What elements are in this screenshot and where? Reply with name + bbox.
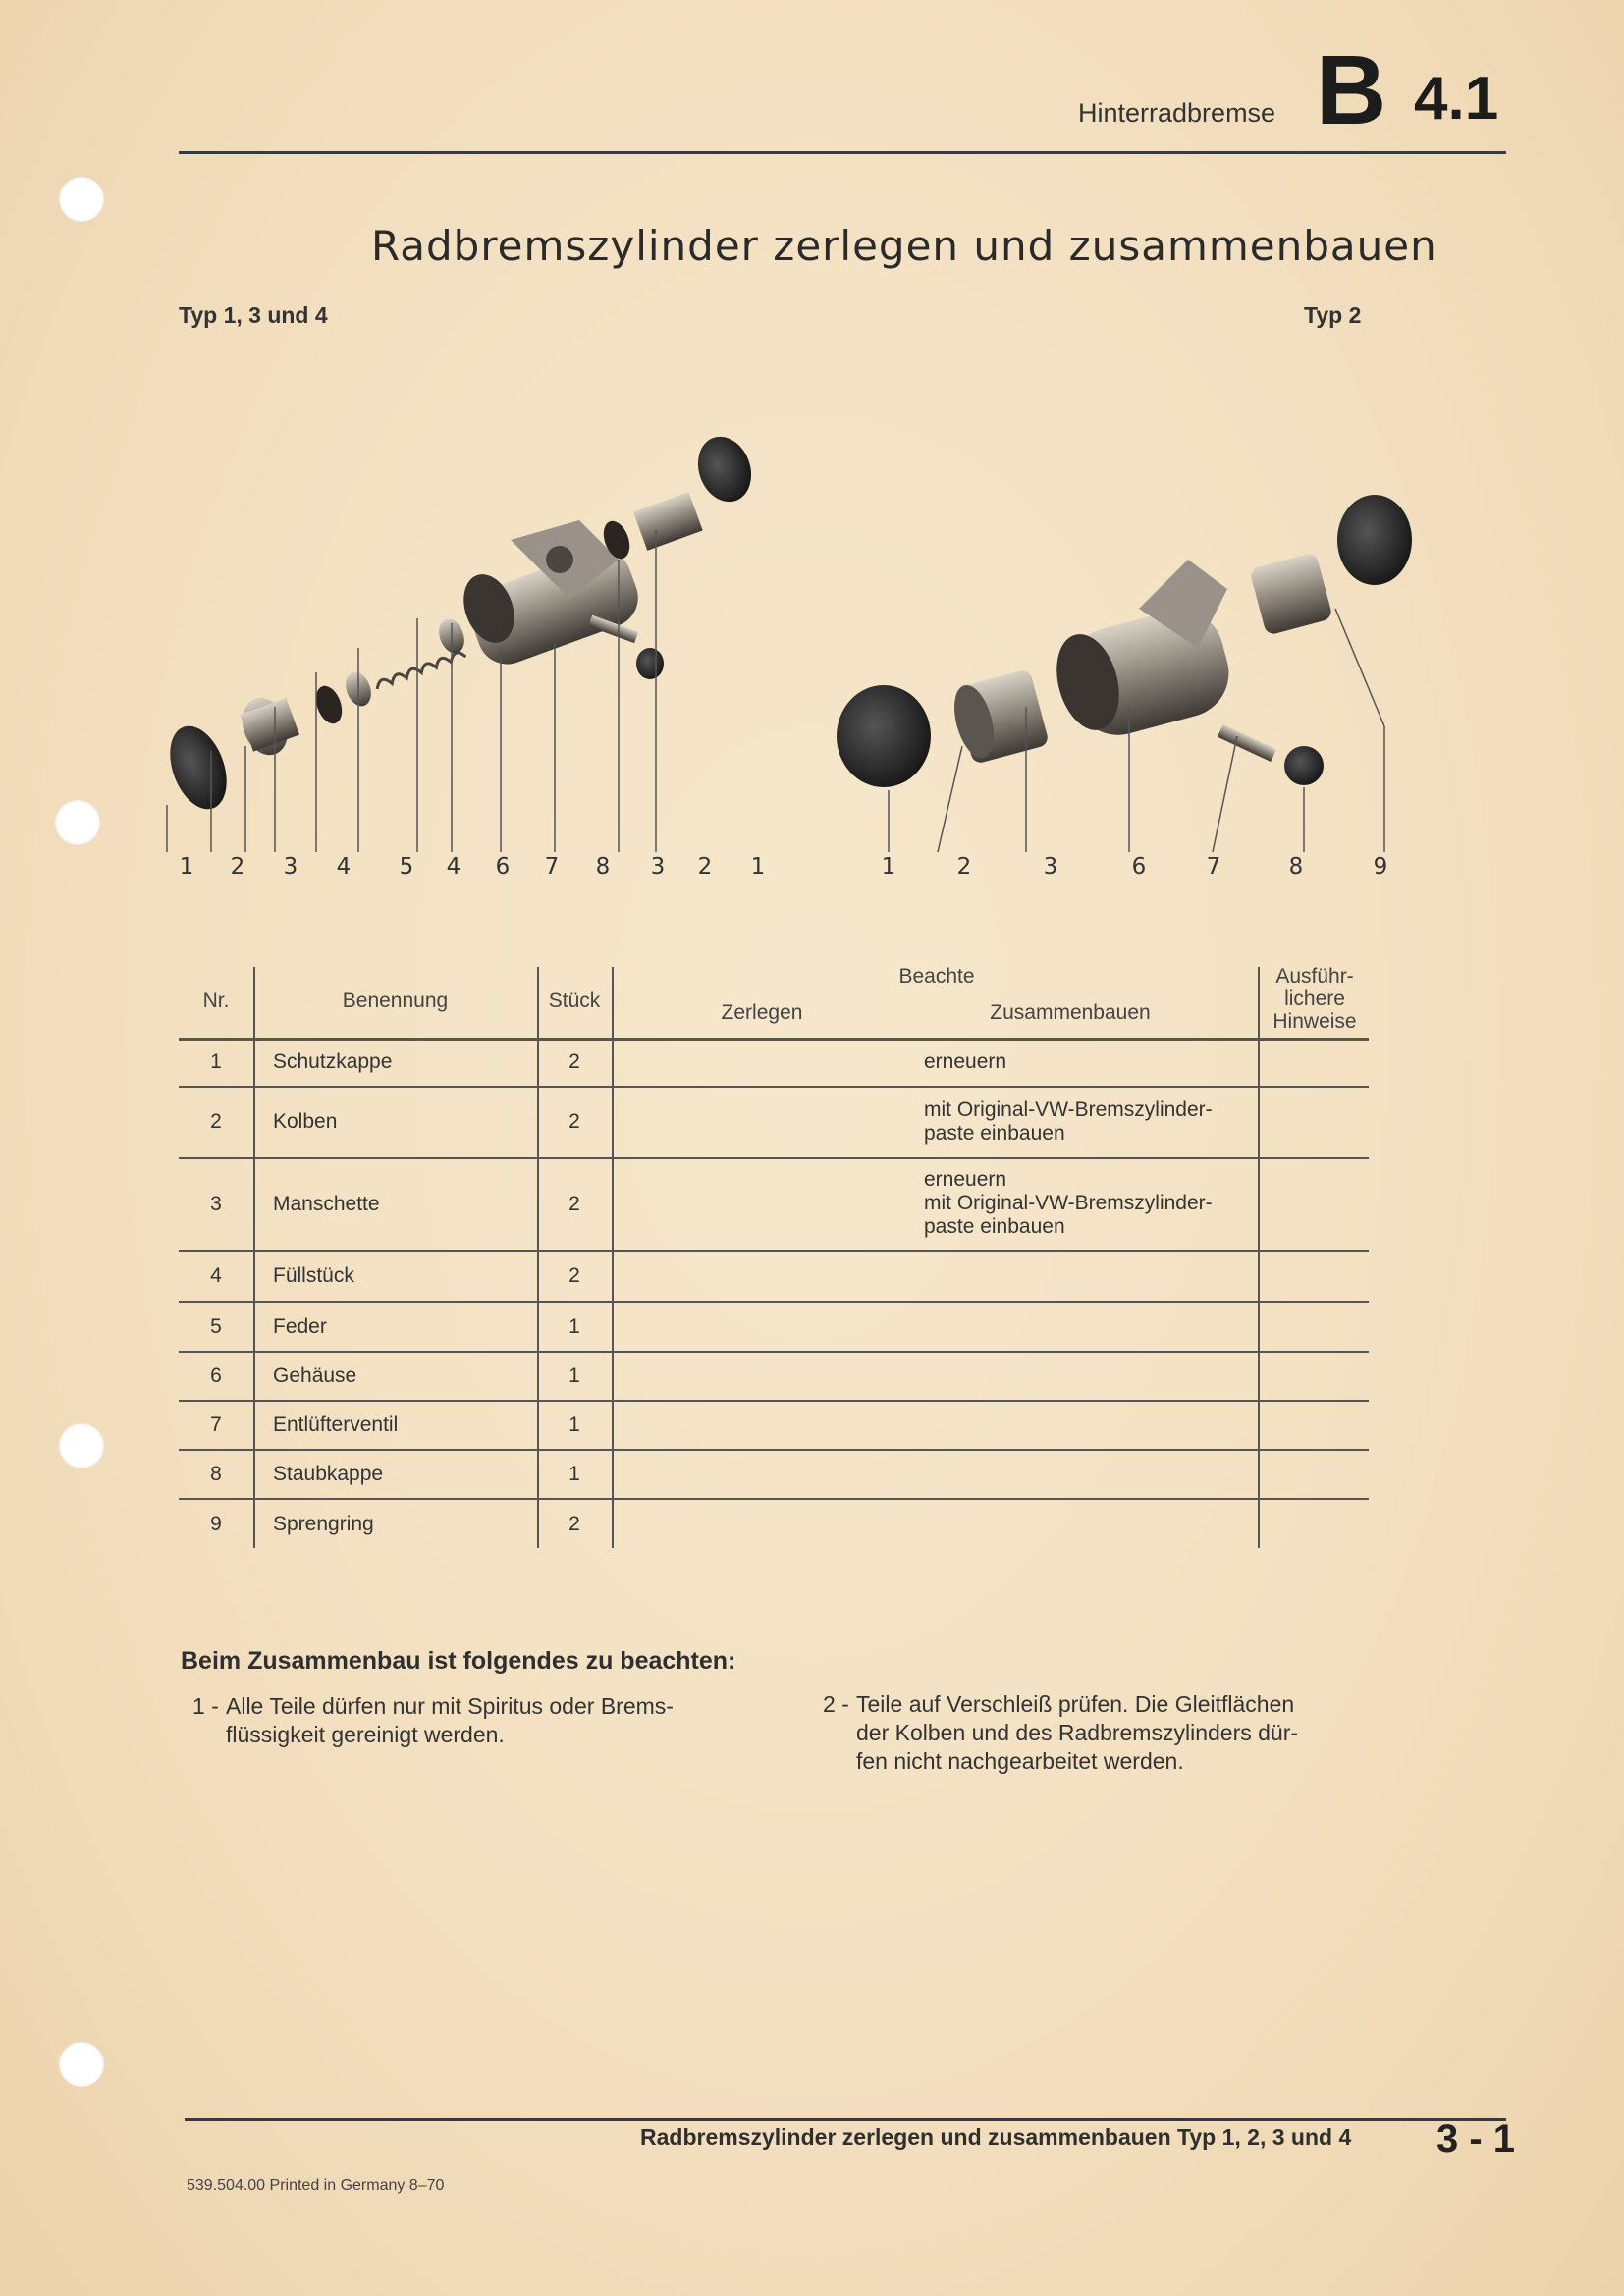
callout-label: 3 xyxy=(283,854,298,880)
row-name: Manschette xyxy=(273,1193,380,1215)
note-item xyxy=(192,1692,703,1761)
header-hinweise: Ausführ- xyxy=(1275,965,1354,988)
left-boot-1 xyxy=(160,719,238,817)
punch-hole xyxy=(59,1423,104,1468)
table-rule xyxy=(179,1400,1369,1402)
right-boot-2 xyxy=(1337,495,1412,585)
callout-labels-right xyxy=(882,854,1388,880)
section-number: 4.1 xyxy=(1414,65,1499,133)
type-left-label: Typ 1, 3 und 4 xyxy=(179,302,328,328)
table-rule xyxy=(179,1498,1369,1500)
row-nr: 3 xyxy=(210,1193,222,1215)
row-qty: 2 xyxy=(568,1193,580,1215)
table-rule xyxy=(179,1038,1369,1041)
note-line: flüssigkeit gereinigt werden. xyxy=(226,1722,505,1747)
note-number: 1 - xyxy=(192,1693,219,1719)
header-hinweise: Hinweise xyxy=(1272,1010,1357,1033)
header-nr: Nr. xyxy=(202,989,230,1012)
header-zusammenbauen: Zusammenbauen xyxy=(990,1001,1151,1024)
row-qty: 1 xyxy=(568,1315,580,1338)
punch-hole xyxy=(55,800,100,845)
row-note: mit Original-VW-Bremszylinder- xyxy=(924,1098,1213,1121)
header-rule xyxy=(179,151,1506,154)
table-rule xyxy=(179,1301,1369,1303)
footer-title: Radbremszylinder zerlegen und zusammenbauen Typ 1, 2, 3 und 4 xyxy=(640,2124,1352,2150)
note-text xyxy=(856,1690,1367,1776)
row-qty: 2 xyxy=(568,1513,580,1535)
callout-label: 6 xyxy=(1131,854,1147,880)
row-qty: 2 xyxy=(568,1264,580,1287)
header-benennung: Benennung xyxy=(342,989,449,1012)
footer-rule xyxy=(185,2118,1506,2121)
right-assembly xyxy=(837,495,1412,852)
left-piston-2 xyxy=(633,492,703,551)
callout-label: 2 xyxy=(956,854,972,880)
note-line: fen nicht nachgearbeitet werden. xyxy=(856,1748,1184,1774)
header-hinweise: lichere xyxy=(1284,988,1345,1010)
row-qty: 2 xyxy=(568,1110,580,1133)
row-note: erneuern xyxy=(924,1168,1007,1191)
callout-label: 2 xyxy=(230,854,245,880)
page-title: Radbremszylinder zerlegen und zusammenbauen xyxy=(371,222,1437,270)
table-rule xyxy=(179,1250,1369,1252)
note-line: der Kolben und des Radbremszylinders dür- xyxy=(856,1720,1299,1745)
right-dust-cap xyxy=(1284,746,1324,785)
right-boot-1 xyxy=(837,685,931,787)
table-rule xyxy=(179,1449,1369,1451)
callout-label: 2 xyxy=(697,854,713,880)
callout-label: 5 xyxy=(399,854,414,880)
row-nr: 9 xyxy=(210,1513,222,1535)
callout-label: 1 xyxy=(179,854,194,880)
row-name: Staubkappe xyxy=(273,1463,384,1485)
table-divider xyxy=(612,967,614,1548)
callout-label: 4 xyxy=(446,854,461,880)
row-nr: 2 xyxy=(210,1110,222,1133)
header-zerlegen: Zerlegen xyxy=(721,1001,803,1024)
callout-labels-left xyxy=(180,854,766,880)
notes-heading: Beim Zusammenbau ist folgendes zu beachten: xyxy=(181,1647,736,1675)
exploded-parts-diagram xyxy=(157,412,1434,883)
row-name: Füllstück xyxy=(273,1264,354,1287)
callout-label: 1 xyxy=(881,854,896,880)
row-nr: 1 xyxy=(210,1050,222,1073)
section-title: Hinterradbremse xyxy=(1078,98,1276,128)
row-name: Feder xyxy=(273,1315,327,1338)
callout-label: 9 xyxy=(1373,854,1388,880)
callout-label: 7 xyxy=(1206,854,1221,880)
note-number: 2 - xyxy=(823,1691,849,1717)
left-assembly xyxy=(160,429,761,852)
row-nr: 7 xyxy=(210,1414,222,1436)
callout-label: 1 xyxy=(750,854,766,880)
callout-label: 3 xyxy=(650,854,666,880)
page-number: 3 - 1 xyxy=(1436,2117,1516,2161)
note-text xyxy=(226,1692,677,1749)
callout-label: 4 xyxy=(336,854,352,880)
print-info: 539.504.00 Printed in Germany 8–70 xyxy=(187,2177,445,2194)
header-beachte: Beachte xyxy=(898,965,975,988)
punch-hole xyxy=(59,2042,104,2087)
row-qty: 1 xyxy=(568,1414,580,1436)
callout-label: 3 xyxy=(1043,854,1058,880)
row-note: paste einbauen xyxy=(924,1122,1065,1145)
row-name: Entlüfterventil xyxy=(273,1414,399,1436)
row-nr: 6 xyxy=(210,1364,222,1387)
callout-label: 8 xyxy=(1288,854,1304,880)
row-qty: 1 xyxy=(568,1463,580,1485)
table-rule xyxy=(179,1157,1369,1159)
row-nr: 8 xyxy=(210,1463,222,1485)
row-name: Schutzkappe xyxy=(273,1050,393,1073)
row-name: Sprengring xyxy=(273,1513,374,1535)
table-divider xyxy=(1258,967,1260,1548)
row-name: Kolben xyxy=(273,1110,338,1133)
callout-label: 6 xyxy=(495,854,511,880)
table-divider xyxy=(253,967,255,1548)
note-line: Alle Teile dürfen nur mit Spiritus oder Brems- xyxy=(226,1693,674,1719)
row-nr: 5 xyxy=(210,1315,222,1338)
left-boot-2 xyxy=(689,429,760,509)
note-item xyxy=(823,1690,1373,1789)
table-rule xyxy=(179,1086,1369,1088)
table-rule xyxy=(179,1351,1369,1353)
note-line: Teile auf Verschleiß prüfen. Die Gleitflächen xyxy=(856,1691,1295,1717)
row-nr: 4 xyxy=(210,1264,222,1287)
section-letter: B xyxy=(1316,35,1387,145)
header-stueck: Stück xyxy=(548,989,601,1012)
row-name: Gehäuse xyxy=(273,1364,357,1387)
right-bleeder xyxy=(1218,724,1276,762)
type-right-label: Typ 2 xyxy=(1304,302,1362,328)
row-note: erneuern xyxy=(924,1050,1007,1073)
row-qty: 2 xyxy=(568,1050,580,1073)
left-dust-cap xyxy=(636,648,664,679)
punch-hole xyxy=(59,177,104,222)
callout-label: 7 xyxy=(544,854,560,880)
callout-label: 8 xyxy=(595,854,611,880)
right-piston-2 xyxy=(1249,552,1333,636)
row-note: mit Original-VW-Bremszylinder- xyxy=(924,1192,1213,1214)
row-qty: 1 xyxy=(568,1364,580,1387)
row-note: paste einbauen xyxy=(924,1215,1065,1238)
